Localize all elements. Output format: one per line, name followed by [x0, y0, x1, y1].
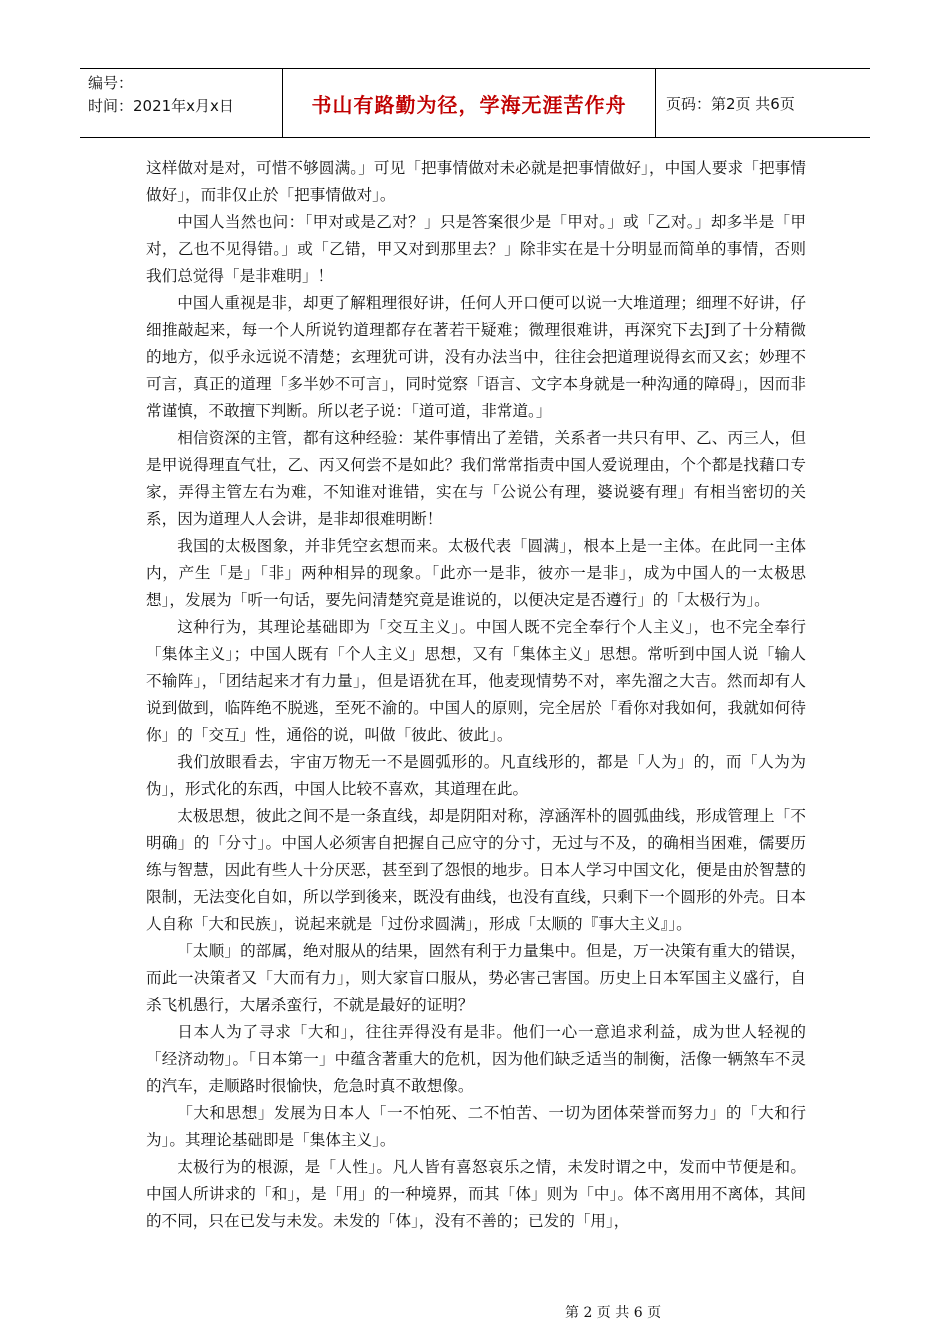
paragraph: 这种行为，其理论基础即为「交互主义」。中国人既不完全奉行个人主义」，也不完全奉行「集体主义」；中国人既有「个人主义」思想，又有「集体主义」思想。常听到中国人说「输人不输阵」，「团结起来才有力量」，但是语犹在耳，他麦现情势不对，率先溜之大吉。然而却有人说到做到，临阵绝不脱逃，至死不渝的。中国人的原则，完全居於「看你对我如何，我就如何待你」的「交互」性，通俗的说，叫做「彼此、彼此」。 — [146, 618, 806, 744]
document-date: 时间：2021年x月x日 — [88, 97, 234, 115]
paragraph: 中国人当然也问：「甲对或是乙对？」只是答案很少是「甲对。」或「乙对。」却多半是「甲对，乙也不见得错。」或「乙错，甲又对到那里去？」除非实在是十分明显而简单的事情，否则我们总觉得「是非难明」！ — [146, 213, 806, 285]
page-header — [80, 68, 870, 138]
paragraph: 我国的太极图象，并非凭空玄想而来。太极代表「圆满」，根本上是一主体。在此同一主体内，产生「是」「非」两种相异的现象。「此亦一是非，彼亦一是非」，成为中国人的一太极思想」，发展为「听一句话，要先问清楚究竟是谁说的，以便决定是否遵行」的「太极行为」。 — [146, 537, 806, 609]
paragraph: 中国人重视是非，却更了解粗理很好讲，任何人开口便可以说一大堆道理；细理不好讲，仔细推敲起来，每一个人所说钓道理都存在著若干疑难；微理很难讲，再深究下去J到了十分精微的地方，似乎永远说不清楚；玄理犹可讲，没有办法当中，往往会把道理说得玄而又玄；妙理不可言，真正的道理「多半妙不可言」，同时觉察「语言、文字本身就是一种沟通的障碍」，因而非常谨慎，不敢擅下判断。所以老子说：「道可道，非常道。」 — [146, 294, 806, 420]
paragraph: 我们放眼看去，宇宙万物无一不是圆弧形的。凡直线形的，都是「人为」的，而「人为为伪」，形式化的东西，中国人比较不喜欢，其道理在此。 — [146, 753, 806, 798]
paragraph: 日本人为了寻求「大和」，往往弄得没有是非。他们一心一意追求利益，成为世人轻视的「经济动物」。「日本第一」中蕴含著重大的危机，因为他们缺乏适当的制衡，活像一辆煞车不灵的汽车，走顺路时很愉快，危急时真不敢想像。 — [146, 1023, 806, 1095]
header-meta — [80, 69, 283, 137]
document-body — [146, 155, 806, 1235]
document-number-label: 编号： — [88, 74, 134, 92]
paragraph: 太极思想，彼此之间不是一条直线，却是阴阳对称，淳涵浑朴的圆弧曲线，形成管理上「不明确」的「分寸」。中国人必须害自把握自己应守的分寸，无过与不及，的确相当困难，儒要历练与智慧，因此有些人十分厌恶，甚至到了怨恨的地步。日本人学习中国文化，便是由於智慧的限制，无法变化自如，所以学到後来，既没有曲线，也没有直线，只剩下一个圆形的外壳。日本人自称「大和民族」，说起来就是「过份求圆满」，形成「太顺的『事大主义』」。 — [146, 807, 806, 933]
paragraph: 「大和思想」发展为日本人「一不怕死、二不怕苦、一切为团体荣誉而努力」的「大和行为」。其理论基础即是「集体主义」。 — [146, 1104, 806, 1149]
paragraph: 相信资深的主管，都有这种经验：某件事情出了差错，关系者一共只有甲、乙、丙三人，但是甲说得理直气壮，乙、丙又何尝不是如此？我们常常指责中国人爱说理由，个个都是找藉口专家，弄得主管左右为难，不知谁对谁错，实在与「公说公有理，婆说婆有理」有相当密切的关系，因为道理人人会讲，是非却很难明断！ — [146, 429, 806, 528]
paragraph: 「太顺」的部属，绝对服从的结果，固然有利于力量集中。但是，万一决策有重大的错误，而此一决策者又「大而有力」，则大家盲口服从，势必害己害国。历史上日本军国主义盛行，自杀飞机愚行，大屠杀蛮行，不就是最好的证明？ — [146, 942, 806, 1014]
header-page-info: 页码：第2页 共6页 — [666, 94, 795, 113]
page-footer: 第 2 页 共 6 页 — [565, 1305, 662, 1321]
header-motto: 书山有路勤为径，学海无涯苦作舟 — [283, 69, 656, 137]
paragraph: 这样做对是对，可惜不够圆满。」可见「把事情做对未必就是把事情做好」，中国人要求「把事情做好」，而非仅止於「把事情做对」。 — [146, 159, 806, 204]
paragraph: 太极行为的根源，是「人性」。凡人皆有喜怒哀乐之情，未发时谓之中，发而中节便是和。中国人所讲求的「和」，是「用」的一种境界，而其「体」则为「中」。体不离用用不离体，其间的不同，只在已发与未发。未发的「体」，没有不善的；已发的「用」， — [146, 1158, 806, 1230]
